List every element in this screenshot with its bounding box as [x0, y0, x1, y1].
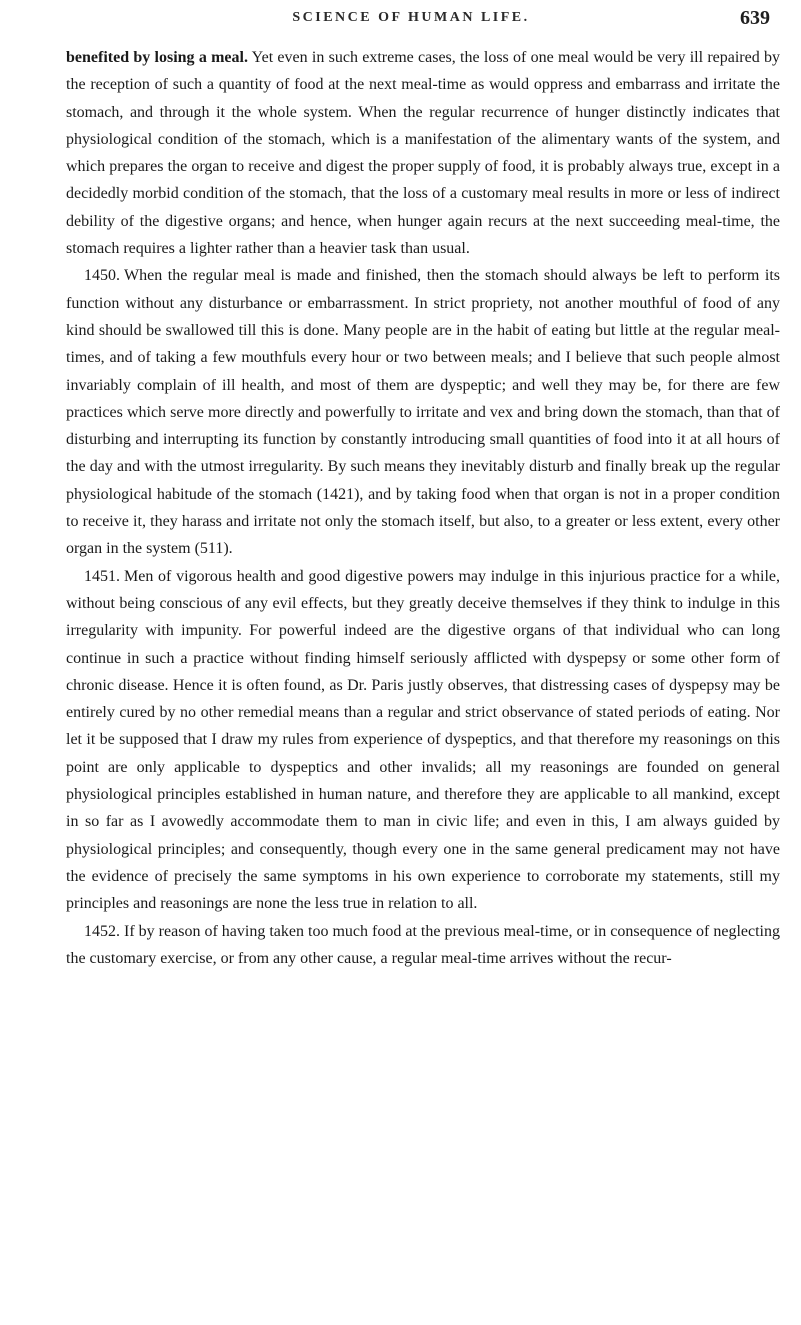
paragraph-1450 — [66, 262, 780, 562]
paragraph-text: Men of vigorous health and good digestive powers may indulge in this injurious practice for a while, without being conscious of any evil effects, but they greatly deceive themselves if they think to indulge in this irregularity with impunity. For powerful indeed are the digestive organs of that individual who can long continue in such a practice without finding himself seriously afflicted with dyspepsy or some other form of chronic disease. Hence it is often found, as Dr. Paris justly observes, that distressing cases of dyspepsy may be entirely cured by no other remedial means than a regular and strict observance of stated periods of eating. Nor let it be supposed that I draw my rules from experience of dyspeptics, and that therefore my reasonings on this point are only applicable to dyspeptics and other invalids; all my reasonings are founded on general physiological principles established in human nature, and therefore they are applicable to all mankind, except in so far as I avowedly accommodate them to man in civic life; and even in this, I am always guided by physiological principles; and consequently, though every one in the same general predicament may not have the evidence of precisely the same symptoms in his own experience to corroborate my statements, still my principles and reasonings are none the less true in relation to all. — [66, 567, 780, 913]
body-text — [66, 44, 780, 972]
running-title: SCIENCE OF HUMAN LIFE. — [292, 10, 530, 25]
paragraph-text: If by reason of having taken too much food at the previous meal-time, or in consequence of neglecting the customary exercise, or from any other cause, a regular meal-time arrives without the recur- — [66, 922, 780, 967]
paragraph-number: 1450. — [84, 267, 120, 285]
paragraph-text: Yet even in such extreme cases, the loss of one meal would be very ill repaired by the reception of such a quantity of food at the next meal-time as would oppress and embarrass and irritate the stomach, and through it the whole system. When the regular recurrence of hunger distinctly indicates that physiological condition of the stomach, which is a manifestation of the alimentary wants of the system, and which prepares the organ to receive and digest the proper supply of food, it is probably always true, except in a decidedly morbid condition of the stomach, that the loss of a customary meal results in more or less of indirect debility of the digestive organs; and hence, when hunger again recurs at the next succeeding meal-time, the stomach requires a lighter rather than a heavier task than usual. — [66, 49, 781, 258]
page-number: 639 — [740, 7, 770, 29]
running-head — [64, 7, 780, 36]
paragraph-number: 1451. — [84, 567, 120, 585]
paragraph-1452 — [66, 918, 780, 973]
bold-lead-phrase: benefited by losing a meal. — [66, 49, 248, 66]
paragraph-text: When the regular meal is made and finished, then the stomach should always be left to perform its function without any disturbance or embarrassment. In strict propriety, not another mouthful of food of any kind should be swallowed till this is done. Many people are in the habit of eating but little at the regular meal-times, and of taking a few mouthfuls every hour or two between meals; and I believe that such people almost invariably complain of ill health, and most of them are dyspeptic; and well they may be, for there are few practices which serve more directly and powerfully to irritate and vex and bring down the stomach, than that of disturbing and interrupting its function by constantly introducing small quantities of food into it at all hours of the day and with the utmost irregularity. By such means they inevitably disturb and finally break up the regular physiological habitude of the stomach (1421), and by taking food when that organ is not in a proper condition to receive it, they harass and irritate not only the stomach itself, but also, to a greater or less extent, every other organ in the system (511). — [66, 267, 780, 558]
paragraph-1451 — [66, 563, 780, 918]
paragraph-number: 1452. — [84, 922, 120, 940]
paragraph-continuation — [66, 44, 780, 262]
